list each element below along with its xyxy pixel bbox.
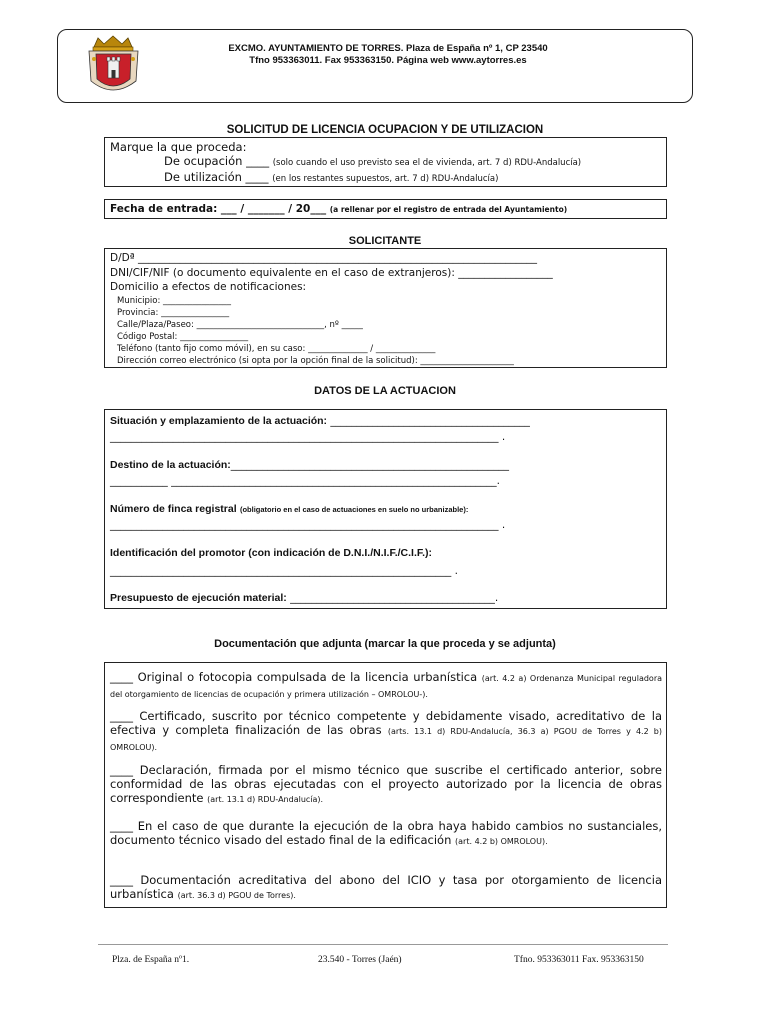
utilization-option[interactable] bbox=[164, 170, 498, 184]
doc-item-note: (art. 4.2 b) OMROLOU). bbox=[455, 837, 548, 846]
registry-note: (obligatorio en el caso de actuaciones en suelo no urbanizable): bbox=[239, 505, 469, 514]
occupation-note: (solo cuando el uso previsto sea el de vivienda, art. 7 d) RDU-Andalucía) bbox=[272, 158, 582, 168]
form-title: SOLICITUD DE LICENCIA OCUPACION Y DE UTILIZACION bbox=[226, 124, 544, 136]
registry-line[interactable]: __________________________________________________________________________ . bbox=[110, 519, 506, 531]
province-field[interactable]: Provincia: ________________ bbox=[117, 308, 230, 318]
doc-item-final-state[interactable] bbox=[110, 819, 662, 849]
header-text bbox=[198, 43, 578, 67]
doc-item-text: ____ Documentación acreditativa del abono del ICIO y tasa por otorgamiento de licencia urbanística bbox=[110, 873, 662, 901]
doc-item-note: (art. 13.1 d) RDU-Andalucía). bbox=[207, 795, 324, 804]
footer-address: Plza. de España nº1. bbox=[112, 955, 190, 965]
street-field[interactable]: Calle/Plaza/Paseo: ______________________________, nº _____ bbox=[117, 320, 363, 330]
occupation-label: De ocupación ____ bbox=[164, 154, 270, 168]
address-title: Domicilio a efectos de notificaciones: bbox=[110, 281, 307, 293]
doc-item-note: (art. 36.3 d) PGOU de Torres). bbox=[177, 891, 296, 900]
doc-item-text: ____ Declaración, firmada por el mismo técnico que suscribe el certificado anterior, sobre conformidad de las obras ejecutadas con el proyecto autorizado por la licencia de obras correspondiente bbox=[110, 763, 662, 805]
destination-line-1: _____________________________________________________ bbox=[230, 459, 510, 471]
license-type-prompt: Marque la que proceda: bbox=[110, 140, 247, 154]
promoter-line[interactable]: _________________________________________________________________ . bbox=[110, 565, 458, 577]
utilization-note: (en los restantes supuestos, art. 7 d) RDU-Andalucía) bbox=[272, 174, 499, 184]
doc-item-note: (art. 4.2 a) Ordenanza Municipal reguladora del otorgamiento de licencias de ocupación y primera utilización – OMROLOU-). bbox=[110, 674, 663, 699]
doc-item-text: ____ Certificado, suscrito por técnico competente y debidamente visado, acreditativo de la efectiva y completa finalización de las obras bbox=[110, 709, 662, 737]
applicant-title: SOLICITANTE bbox=[348, 235, 422, 247]
destination-line-2[interactable]: ___________ ______________________________________________________________. bbox=[110, 475, 500, 487]
budget-field[interactable] bbox=[110, 592, 498, 604]
doc-item-original-license[interactable] bbox=[110, 670, 662, 702]
postal-code-field[interactable]: Código Postal: ________________ bbox=[117, 332, 249, 342]
location-label: Situación y emplazamiento de la actuación: bbox=[110, 415, 328, 427]
registry-field[interactable] bbox=[110, 503, 468, 515]
entry-date-field[interactable] bbox=[110, 203, 567, 215]
header-box bbox=[57, 29, 693, 103]
budget-line: _______________________________________. bbox=[286, 592, 499, 604]
applicant-name-field[interactable]: D/Dª ____________________________________________________________________________ bbox=[110, 252, 537, 264]
documentation-title: Documentación que adjunta (marcar la que proceda y se adjunta) bbox=[214, 638, 556, 650]
footer-contact: Tfno. 953363011 Fax. 953363150 bbox=[514, 955, 644, 965]
registry-label: Número de finca registral bbox=[110, 503, 237, 515]
doc-item-text: ____ Original o fotocopia compulsada de la licencia urbanística bbox=[110, 670, 478, 684]
footer-city: 23.540 - Torres (Jaén) bbox=[318, 955, 402, 965]
header-line-1: EXCMO. AYUNTAMIENTO DE TORRES. Plaza de España nº 1, CP 23540 bbox=[228, 43, 548, 54]
footer-divider bbox=[98, 944, 668, 945]
promoter-label: Identificación del promotor (con indicación de D.N.I./N.I.F./C.I.F.): bbox=[110, 547, 433, 559]
budget-label: Presupuesto de ejecución material: bbox=[110, 592, 287, 604]
occupation-option[interactable] bbox=[164, 154, 581, 168]
doc-item-note: (arts. 13.1 d) RDU-Andalucía, 36.3 a) PGOU de Torres y 4.2 b) OMROLOU). bbox=[110, 727, 663, 752]
entry-date-label: Fecha de entrada: ___ / _______ / 20___ bbox=[110, 203, 327, 215]
coat-of-arms-icon bbox=[86, 35, 141, 99]
phone-field[interactable]: Teléfono (tanto fijo como móvil), en su caso: ______________ / ______________ bbox=[117, 344, 436, 354]
location-line-1: ______________________________________ bbox=[327, 415, 530, 427]
actuation-title: DATOS DE LA ACTUACION bbox=[314, 385, 456, 397]
utilization-label: De utilización ____ bbox=[164, 170, 269, 184]
entry-date-note: (a rellenar por el registro de entrada del Ayuntamiento) bbox=[329, 205, 568, 214]
destination-field[interactable] bbox=[110, 459, 509, 471]
doc-item-declaration[interactable] bbox=[110, 763, 662, 807]
location-line-2[interactable]: __________________________________________________________________________ . bbox=[110, 431, 506, 443]
municipality-field[interactable]: Municipio: ________________ bbox=[117, 296, 232, 306]
location-field[interactable] bbox=[110, 415, 530, 427]
destination-label: Destino de la actuación: bbox=[110, 459, 231, 471]
doc-item-icio-payment[interactable] bbox=[110, 873, 662, 903]
email-field[interactable]: Dirección correo electrónico (si opta por la opción final de la solicitud): ______________________ bbox=[117, 356, 514, 366]
doc-item-text: ____ En el caso de que durante la ejecución de la obra haya habido cambios no sustanciales, documento técnico visado del estado final de la edificación bbox=[110, 819, 662, 847]
header-line-2: Tfno 953363011. Fax 953363150. Página web www.aytorres.es bbox=[249, 55, 527, 66]
applicant-id-field[interactable]: DNI/CIF/NIF (o documento equivalente en el caso de extranjeros): __________________ bbox=[110, 267, 553, 279]
doc-item-certificate[interactable] bbox=[110, 709, 662, 755]
